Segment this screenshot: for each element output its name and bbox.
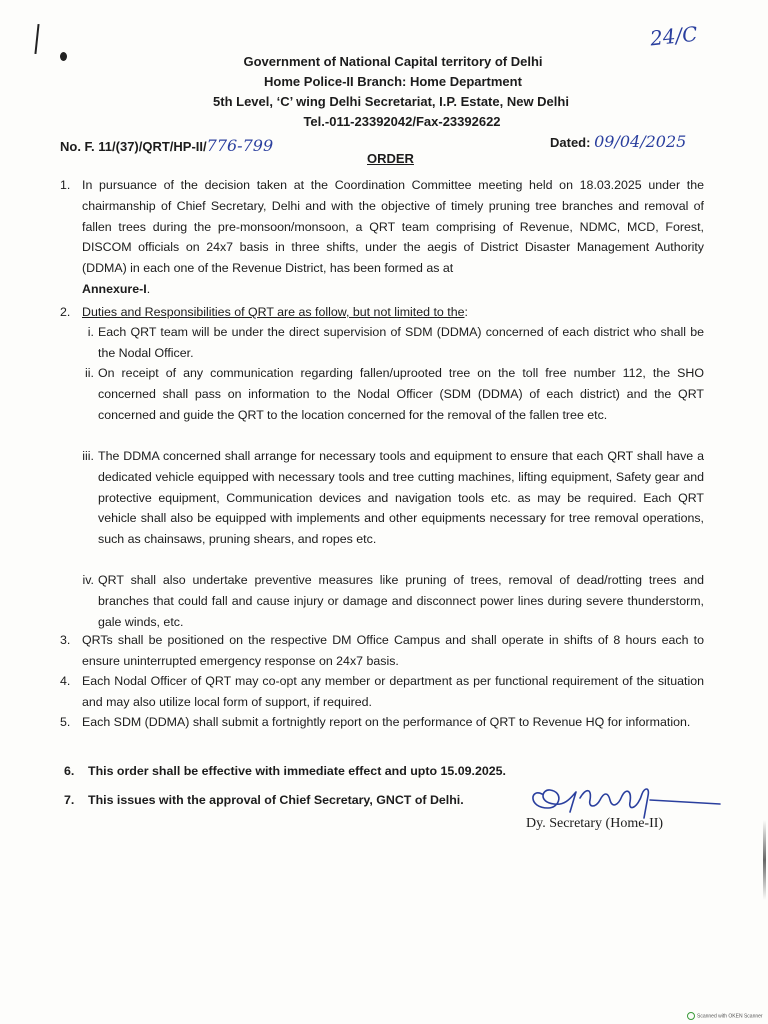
file-number-handwritten: 776-799 <box>206 136 274 155</box>
paragraph-text: This issues with the approval of Chief Secretary, GNCT of Delhi. <box>88 793 464 807</box>
sub-item-number: ii. <box>85 366 94 380</box>
scan-edge-shadow <box>763 820 766 900</box>
scanner-watermark-text: Scanned with OKEN Scanner <box>697 1013 763 1020</box>
letterhead-government: Government of National Capital territory of Delhi <box>243 54 543 69</box>
paragraph-text: Each Nodal Officer of QRT may co-opt any member or department as per functional requirement of the situation and may also utilize local form of support, if required. <box>82 674 704 709</box>
sub-item-number: i. <box>87 325 94 339</box>
paragraph-body: In pursuance of the decision taken at the Coordination Committee meeting held on 18.03.2025 under the chairmanship of Chief Secretary, Delhi and with the objective of timely pruning tree branches and removal of fallen trees during the pre-monsoon/monsoon, a QRT team comprising of Revenue, NDMC, MCD, Forest, DISCOM officials on 24x7 basis in three shifts, under the aegis of District Disaster Management Authority (DDMA) in each one of the Revenue District, has been formed as at <box>82 178 704 276</box>
paragraph-text: Each SDM (DDMA) shall submit a fortnightly report on the performance of QRT to Revenue HQ for information. <box>82 715 691 729</box>
margin-pen-mark <box>34 24 39 54</box>
paragraph-text: QRTs shall be positioned on the respective DM Office Campus and shall operate in shifts of 8 hours each to ensure uninterrupted emergency response on 24x7 basis. <box>82 633 704 668</box>
paragraph-number: 4. <box>60 674 71 688</box>
paragraph-end: . <box>146 281 151 296</box>
paragraph-number: 1. <box>60 178 71 192</box>
file-number <box>60 136 273 155</box>
sub-item-text: On receipt of any communication regarding fallen/uprooted tree on the toll free number 112, the SHO concerned shall pass on information to the Nodal Officer (SDM (DDMA) of each district) and the QRT concerned and guide the QRT to the location concerned for the removal of the fallen tree etc. <box>98 366 704 422</box>
paragraph-number: 6. <box>64 764 75 778</box>
letterhead <box>0 52 768 132</box>
paragraph-text <box>82 175 704 300</box>
sub-item-number: iii. <box>82 449 94 463</box>
sub-item-number: iv. <box>82 573 94 587</box>
letterhead-address: 5th Level, ‘C’ wing Delhi Secretariat, I.P. Estate, New Delhi <box>213 94 569 109</box>
sub-item-text: QRT shall also undertake preventive measures like pruning of trees, removal of dead/rotting trees and branches that could fall and cause injury or damage and disconnect power lines during severe thunderstorm, gale winds, etc. <box>98 573 704 629</box>
date-label: Dated: <box>550 135 591 150</box>
scanner-logo-icon <box>687 1012 695 1020</box>
order-title: ORDER <box>367 151 414 166</box>
paragraph-number: 3. <box>60 633 71 647</box>
signatory-designation: Dy. Secretary (Home-II) <box>526 816 664 831</box>
date-value: 09/04/2025 <box>594 132 687 151</box>
duties-heading: Duties and Responsibilities of QRT are as follow, but not limited to the <box>82 305 465 319</box>
date-line <box>550 132 686 151</box>
scanner-watermark <box>687 1012 763 1020</box>
sub-item-text: Each QRT team will be under the direct supervision of SDM (DDMA) concerned of each district who shall be the Nodal Officer. <box>98 325 704 360</box>
file-number-prefix: No. F. 11/(37)/QRT/HP-II/ <box>60 139 207 154</box>
handwritten-file-reference: 24/C <box>648 21 699 51</box>
paragraph-number: 2. <box>60 305 71 319</box>
paragraph-text: This order shall be effective with immediate effect and upto 15.09.2025. <box>88 764 506 778</box>
letterhead-branch: Home Police-II Branch: Home Department <box>264 74 522 89</box>
paragraph-heading <box>82 302 704 323</box>
paragraph-number: 5. <box>60 715 71 729</box>
paragraph-number: 7. <box>64 793 75 807</box>
annexure-reference: Annexure-I <box>82 281 147 296</box>
letterhead-contact: Tel.-011-23392042/Fax-23392622 <box>303 114 501 129</box>
heading-colon: : <box>464 305 468 319</box>
sub-item-text: The DDMA concerned shall arrange for necessary tools and equipment to ensure that each QRT shall have a dedicated vehicle equipped with necessary tools and tree cutting machines, lifting equipment, Safety gear and protective equipment, Communication devices and navigation tools etc. as may be required. Each QRT vehicle shall also be equipped with implements and other equipments necessary for tree removal operations, such as chainsaws, pruning shears, and ropes etc. <box>98 449 704 547</box>
